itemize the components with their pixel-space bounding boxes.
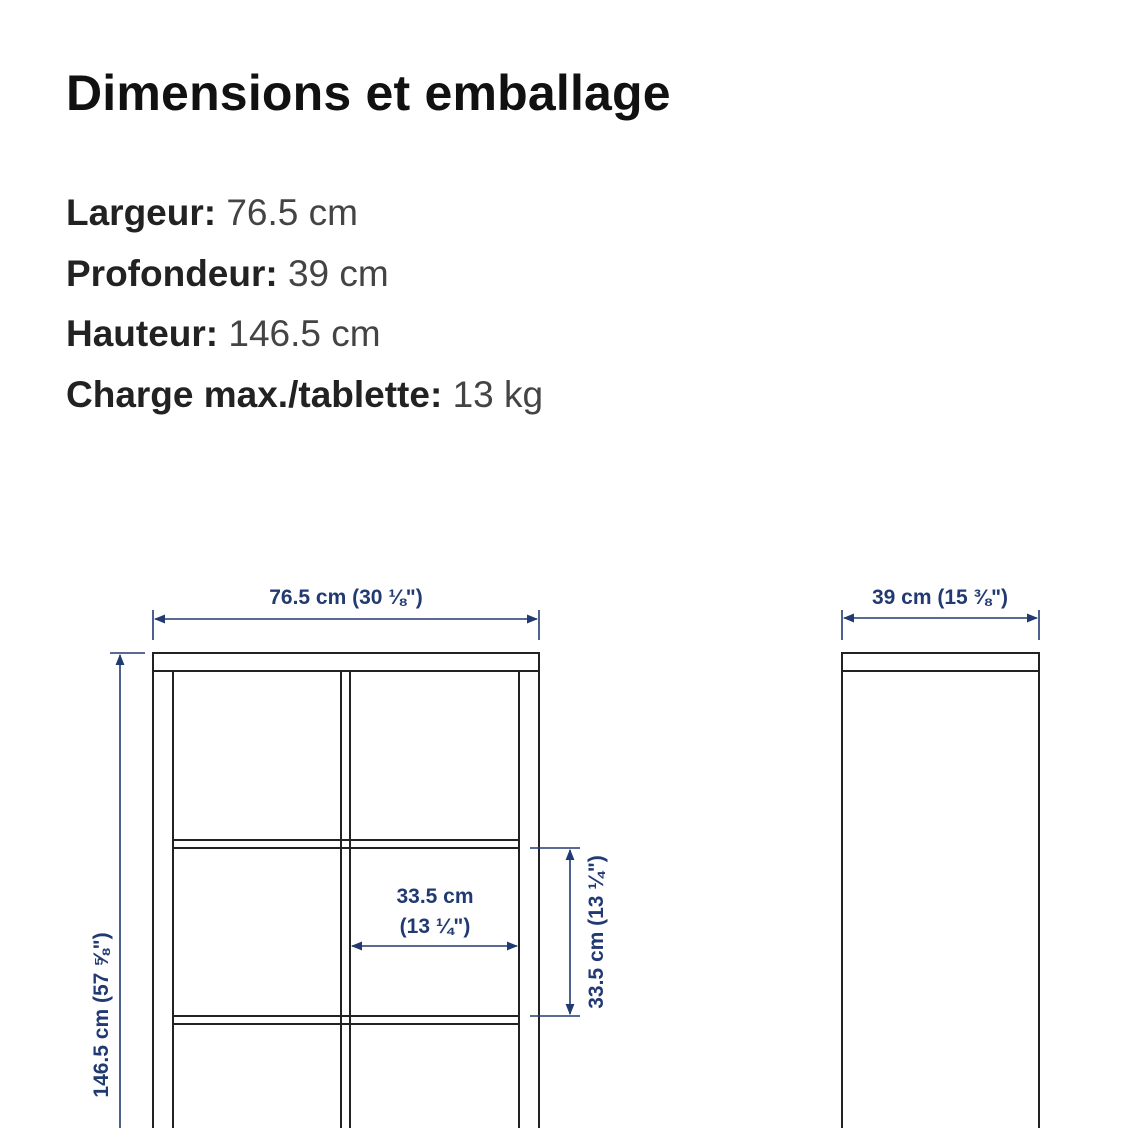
spec-label: Largeur: <box>66 192 217 233</box>
spec-value: 13 kg <box>452 373 544 415</box>
spec-label: Charge max./tablette: <box>66 373 443 415</box>
side-top-board <box>842 653 1039 671</box>
side-depth-label: 39 cm (15 ⅜") <box>871 586 1009 609</box>
side-view-shelf <box>842 653 1039 1128</box>
top-board <box>153 653 539 671</box>
front-view-shelf <box>153 653 539 1128</box>
spec-label: Profondeur: <box>66 252 278 294</box>
front-width-label: 76.5 cm (30 ⅛") <box>269 586 423 609</box>
spec-value: 146.5 cm <box>228 313 381 354</box>
cell-height-label: 33.5 cm (13 ¼") <box>585 855 608 1009</box>
spec-value: 76.5 cm <box>226 192 358 233</box>
spec-label: Hauteur: <box>66 313 219 354</box>
cell-width-label-line2: (13 ¼") <box>399 915 471 938</box>
spec-value: 39 cm <box>287 252 389 294</box>
height-label: 146.5 cm (57 ⅝") <box>90 932 113 1098</box>
cell-width-label-line1: 33.5 cm <box>396 885 474 908</box>
section-title: Dimensions et emballage <box>66 65 671 121</box>
